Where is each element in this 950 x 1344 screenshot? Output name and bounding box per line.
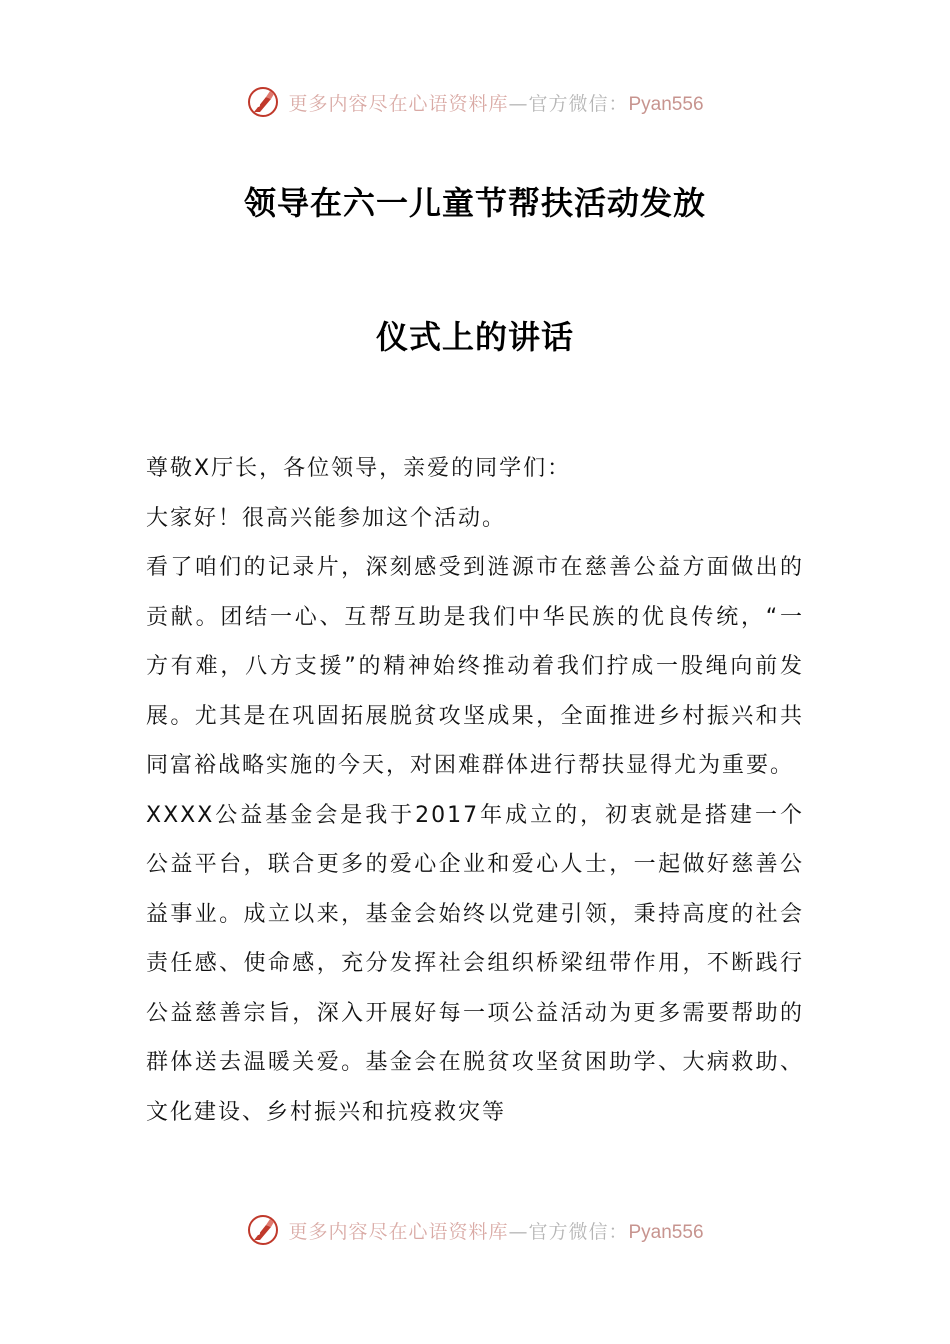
banner-text (288, 89, 703, 116)
paragraph-greeting: 尊敬X厅长，各位领导，亲爱的同学们： (146, 456, 572, 481)
paragraph-foundation: XXXX公益基金会是我于2017年成立的，初衷就是搭建一个公益平台，联合更多的爱心企业和爱心人士，一起做好慈善公益事业。成立以来，基金会始终以党建引领，秉持高度的社会责任感、使命感，充分发挥社会组织桥梁纽带作用，不断践行公益慈善宗旨，深入开展好每一项公益活动为更多需要帮助的群体送去温暖关爱。基金会在脱贫攻坚贫困助学、大病救助、文化建设、乡村振兴和抗疫救灾等 (146, 802, 804, 1125)
speech-body (146, 444, 804, 1137)
pen-nib-logo-icon (246, 1213, 280, 1247)
banner-wechat-id: Pyan556 (628, 93, 704, 115)
banner-wechat-id: Pyan556 (628, 1221, 704, 1243)
banner-separator: — (508, 1220, 529, 1243)
banner-main: 更多内容尽在心语资料库 (288, 1220, 509, 1243)
header-banner (0, 82, 950, 122)
title-line-1: 领导在六一儿童节帮扶活动发放 (243, 184, 706, 222)
banner-main: 更多内容尽在心语资料库 (288, 92, 509, 115)
banner-separator: — (508, 92, 529, 115)
banner-official: 官方微信： (528, 1220, 629, 1243)
paragraph-documentary: 看了咱们的记录片，深刻感受到涟源市在慈善公益方面做出的贡献。团结一心、互帮互助是我们中华民族的优良传统，“一方有难，八方支援”的精神始终推动着我们拧成一股绳向前发展。尤其是在巩固拓展脱贫攻坚成果，全面推进乡村振兴和共同富裕战略实施的今天，对困难群体进行帮扶显得尤为重要。 (146, 555, 804, 778)
banner-official: 官方微信： (528, 92, 629, 115)
title-line-2: 仪式上的讲话 (375, 318, 574, 356)
paragraph-hello: 大家好！很高兴能参加这个活动。 (146, 505, 507, 531)
footer-banner (0, 1210, 950, 1250)
banner-text (288, 1217, 703, 1244)
pen-nib-logo-icon (246, 85, 280, 119)
